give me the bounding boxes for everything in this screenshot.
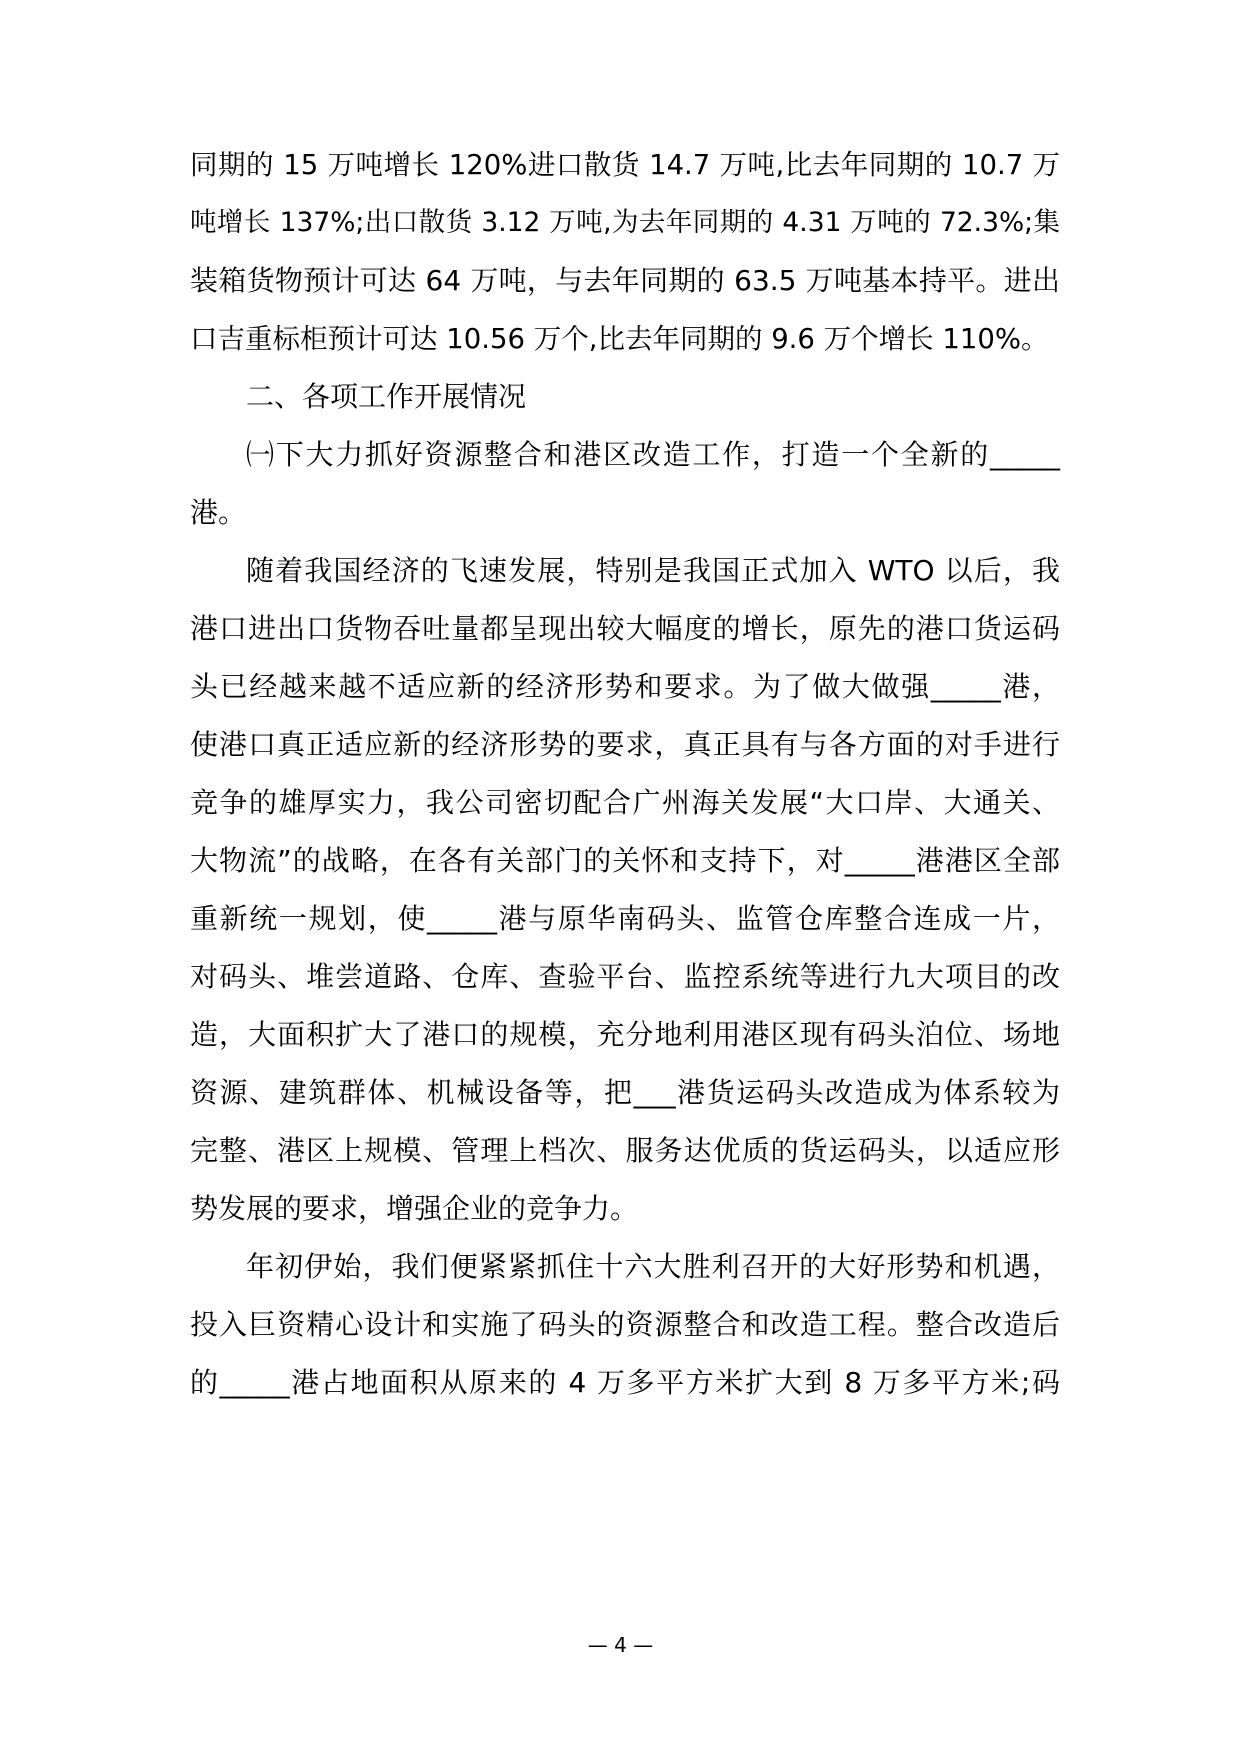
body-text-line: 装箱货物预计可达 64 万吨，与去年同期的 63.5 万吨基本持平。进出 xyxy=(190,264,1060,297)
body-text-line: 同期的 15 万吨增长 120%进口散货 14.7 万吨,比去年同期的 10.7 万 xyxy=(190,149,1060,181)
subsection-heading-continued: 港。 xyxy=(190,496,247,529)
body-text-line: 对码头、堆尝道路、仓库、查验平台、监控系统等进行九大项目的改 xyxy=(190,960,1060,993)
body-text-line: 重新统一规划，使_____港与原华南码头、监管仓库整合连成一片， xyxy=(190,902,1060,935)
body-text-line: 投入巨资精心设计和实施了码头的资源整合和改造工程。整合改造后 xyxy=(190,1308,1060,1341)
body-text-line: 使港口真正适应新的经济形势的要求，真正具有与各方面的对手进行 xyxy=(190,728,1060,761)
body-text-line: 头已经越来越不适应新的经济形势和要求。为了做大做强_____港， xyxy=(190,670,1060,703)
body-text-line: 资源、建筑群体、机械设备等，把___港货运码头改造成为体系较为 xyxy=(190,1076,1060,1109)
body-text-line: 港口进出口货物吞吐量都呈现出较大幅度的增长，原先的港口货运码 xyxy=(190,612,1060,645)
body-text-line: 年初伊始，我们便紧紧抓住十六大胜利召开的大好形势和机遇， xyxy=(246,1250,1060,1283)
body-text-line: 的_____港占地面积从原来的 4 万多平方米扩大到 8 万多平方米;码 xyxy=(190,1366,1060,1399)
body-text-line: 大物流”的战略，在各有关部门的关怀和支持下，对_____港港区全部 xyxy=(190,844,1060,877)
body-text-line: 吨增长 137%;出口散货 3.12 万吨,为去年同期的 4.31 万吨的 72.3%;集 xyxy=(190,207,1060,238)
body-text-line: 完整、港区上规模、管理上档次、服务达优质的货运码头，以适应形 xyxy=(190,1134,1060,1167)
body-text-line: 口吉重标柜预计可达 10.56 万个,比去年同期的 9.6 万个增长 110%。 xyxy=(190,323,1049,355)
page-number: — 4 — xyxy=(587,1633,654,1657)
subsection-heading: ㈠下大力抓好资源整合和港区改造工作，打造一个全新的_____ xyxy=(246,438,1060,471)
body-text-line: 造，大面积扩大了港口的规模，充分地利用港区现有码头泊位、场地 xyxy=(190,1018,1060,1051)
body-text-line: 势发展的要求，增强企业的竞争力。 xyxy=(190,1192,639,1225)
body-text-line: 竞争的雄厚实力，我公司密切配合广州海关发展“大口岸、大通关、 xyxy=(190,786,1060,819)
body-text-line: 随着我国经济的飞速发展，特别是我国正式加入 WTO 以后，我 xyxy=(246,554,1060,587)
section-heading: 二、各项工作开展情况 xyxy=(246,380,527,413)
